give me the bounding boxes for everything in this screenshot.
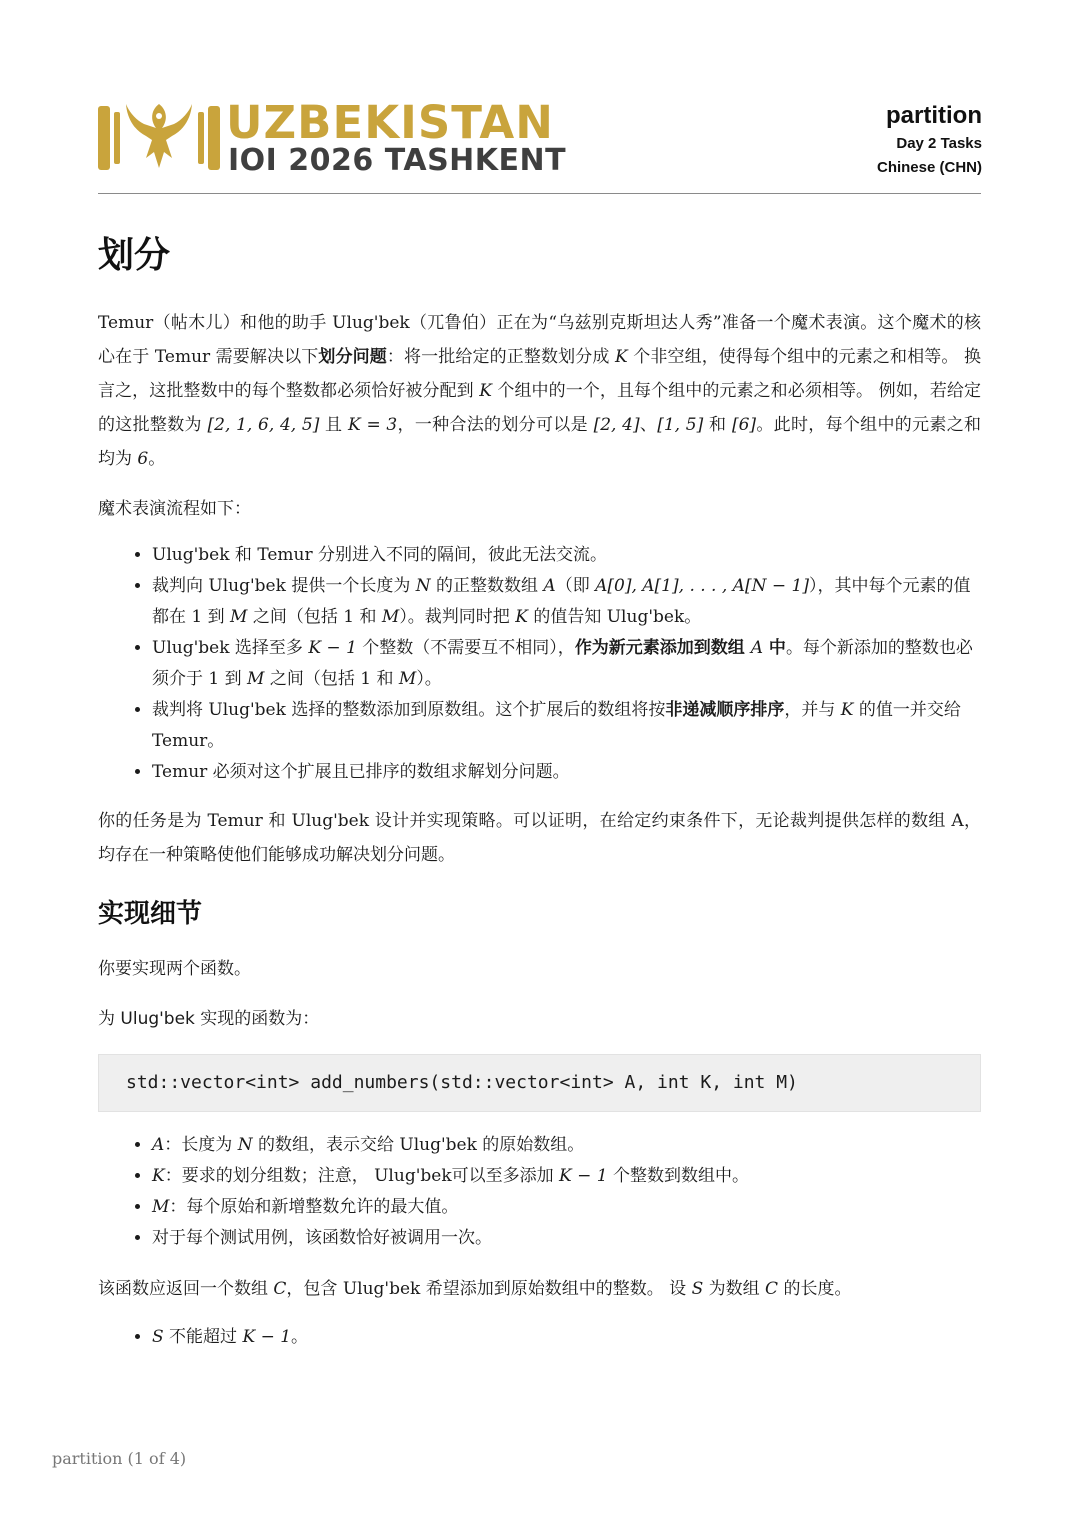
constraint-text: 不能超过	[163, 1327, 243, 1347]
step-text: 裁判向 Ulug'bek 提供一个长度为	[152, 576, 416, 596]
task-statement	[98, 228, 981, 1353]
math-group: [6]	[731, 415, 757, 435]
math-k: K	[479, 381, 492, 401]
step-text: 。每个新添加的整数也必须介于 1 到	[152, 638, 973, 689]
return-text: ，包含 Ulug'bek 希望添加到原始数组中的整数。 设	[286, 1279, 692, 1299]
step-text: 之间（包括 1 和	[247, 607, 382, 627]
intro-paragraph	[98, 306, 981, 476]
param-text: ：每个原始和新增整数允许的最大值。	[169, 1197, 459, 1217]
math-array-elements: A[0], A[1], . . . , A[N − 1]	[595, 576, 809, 596]
math-a: A	[750, 638, 764, 658]
page-footer: partition (1 of 4)	[52, 1449, 187, 1468]
step-bold: 非递减顺序排序	[665, 700, 785, 720]
math-k-minus-1: K − 1	[308, 638, 357, 658]
step-text: 的值一并交给 Temur。	[152, 700, 961, 751]
step-text: 的正整数数组	[430, 576, 544, 596]
math-k: K	[515, 607, 528, 627]
param-text: 个整数到数组中。	[607, 1166, 750, 1186]
constraint-list	[98, 1322, 981, 1353]
step-text: 的值告知 Ulug'bek。	[527, 607, 702, 627]
flow-step	[152, 695, 981, 757]
intro-text: 且	[319, 415, 349, 435]
param-text: ：要求的划分组数；注意， Ulug'bek可以至多添加	[164, 1166, 560, 1186]
step-text: 裁判将 Ulug'bek 选择的整数添加到原数组。这个扩展后的数组将按	[152, 700, 666, 720]
math-c: C	[765, 1279, 779, 1299]
math-c: C	[273, 1279, 287, 1299]
intro-text: 。此时，每个组中的元素之和均为	[98, 415, 981, 469]
logo-event: IOI 2026 TASHKENT	[228, 143, 567, 178]
step-text: ）。裁判同时把	[399, 607, 516, 627]
impl-text: 为	[98, 1009, 121, 1029]
math-k: K	[840, 700, 854, 720]
flow-step	[152, 571, 981, 633]
intro-bold-term: 划分问题	[318, 347, 387, 367]
intro-text: 个非空组，使得每个组中的元素之和相等。 换言之，这批整数中的每个整数都必须恰好被分配到	[98, 347, 982, 401]
math-a: A	[543, 576, 556, 596]
step-text: 之间（包括 1 和	[264, 669, 399, 689]
math-k-minus-1: K − 1	[242, 1327, 292, 1347]
param-item: • 对于每个测试用例，该函数恰好被调用一次。	[152, 1223, 981, 1254]
math-n: N	[415, 576, 431, 596]
step-text: 个整数（不需要互不相同），	[356, 638, 575, 658]
math-sum: 6	[137, 449, 149, 469]
intro-text: ，一种合法的划分可以是	[397, 415, 594, 435]
flow-intro: 魔术表演流程如下：	[98, 499, 251, 519]
math-m: M	[381, 607, 400, 627]
math-m: M	[230, 607, 248, 627]
impl-text: 实现的函数为：	[194, 1009, 320, 1029]
intro-text: 和	[703, 415, 732, 435]
header-divider	[98, 193, 981, 194]
param-list	[98, 1130, 981, 1254]
ioi-emblem-icon	[96, 98, 222, 176]
math-m: M	[398, 669, 417, 689]
intro-text: Temur（帖木儿）和他的助手 Ulug'bek（兀鲁伯）正在为“乌兹别克斯坦达人秀”准备一个魔术表演。这个魔术的核心在于 Temur 需要解决以下	[98, 313, 981, 367]
impl-paragraph: 你要实现两个函数。	[98, 959, 251, 979]
task-meta	[877, 100, 982, 180]
section-heading-implementation: 实现细节	[98, 899, 203, 929]
flow-step: • Ulug'bek 和 Temur 分别进入不同的隔间，彼此无法交流。	[152, 540, 981, 571]
intro-text: 个组中的一个，且每个组中的元素之和必须相等。 例如，若给定的这批整数为	[98, 381, 982, 435]
flow-step: • Temur 必须对这个扩展且已排序的数组求解划分问题。	[152, 757, 981, 788]
math-k: K	[614, 347, 628, 367]
step-bold: 中	[763, 638, 786, 658]
math-group: [2, 4]	[593, 415, 640, 435]
ioi-logo	[96, 98, 586, 176]
step-text: Ulug'bek 选择至多	[152, 638, 309, 658]
flow-list	[98, 540, 981, 788]
step-text: ）。	[416, 669, 442, 689]
return-text: 为数组	[703, 1279, 766, 1299]
step-text: ，并与	[784, 700, 841, 720]
intro-text: ：将一批给定的正整数划分成	[386, 347, 615, 367]
math-m: M	[152, 1197, 170, 1217]
math-k-minus-1: K − 1	[559, 1166, 608, 1186]
math-group: [1, 5]	[657, 415, 704, 435]
return-paragraph	[98, 1272, 981, 1306]
math-s: S	[152, 1327, 164, 1347]
step-bold: 作为新元素添加到数组	[574, 638, 751, 658]
impl-function-intro	[98, 1002, 981, 1036]
math-k: K	[152, 1166, 165, 1186]
constraint-text: 。	[291, 1327, 309, 1347]
math-a: A	[152, 1135, 165, 1155]
math-example-array: [2, 1, 6, 4, 5]	[207, 415, 320, 435]
task-paragraph: 你的任务是为 Temur 和 Ulug'bek 设计并实现策略。可以证明，在给定约束条件下，无论裁判提供怎样的数组 A，均存在一种策略使他们能够成功解决划分问题。	[98, 811, 981, 865]
param-item	[152, 1130, 981, 1161]
return-text: 的长度。	[778, 1279, 852, 1299]
param-item	[152, 1192, 981, 1223]
math-s: S	[691, 1279, 704, 1299]
return-text: 该函数应返回一个数组	[98, 1279, 274, 1299]
task-name: partition	[886, 102, 982, 129]
math-n: N	[237, 1135, 253, 1155]
step-text: ），其中每个元素的值都在 1 到	[152, 576, 971, 627]
intro-text: 。	[148, 449, 166, 469]
param-text: 的数组，表示交给 Ulug'bek 的原始数组。	[252, 1135, 585, 1155]
task-language: Chinese (CHN)	[876, 159, 982, 176]
intro-text: 、	[639, 415, 658, 435]
flow-step	[152, 633, 981, 695]
page-title: 划分	[98, 235, 171, 276]
impl-name: Ulug'bek	[120, 1009, 195, 1029]
math-k-equals: K = 3	[348, 415, 398, 435]
constraint-item	[152, 1322, 981, 1353]
logo-country: UZBEKISTAN	[226, 96, 554, 149]
math-m: M	[247, 669, 265, 689]
param-item	[152, 1161, 981, 1192]
code-signature: std::vector<int> add_numbers(std::vector<int> A, int K, int M)	[98, 1054, 981, 1112]
step-text: （即	[555, 576, 596, 596]
param-text: ：长度为	[164, 1135, 238, 1155]
task-day: Day 2 Tasks	[896, 135, 982, 152]
